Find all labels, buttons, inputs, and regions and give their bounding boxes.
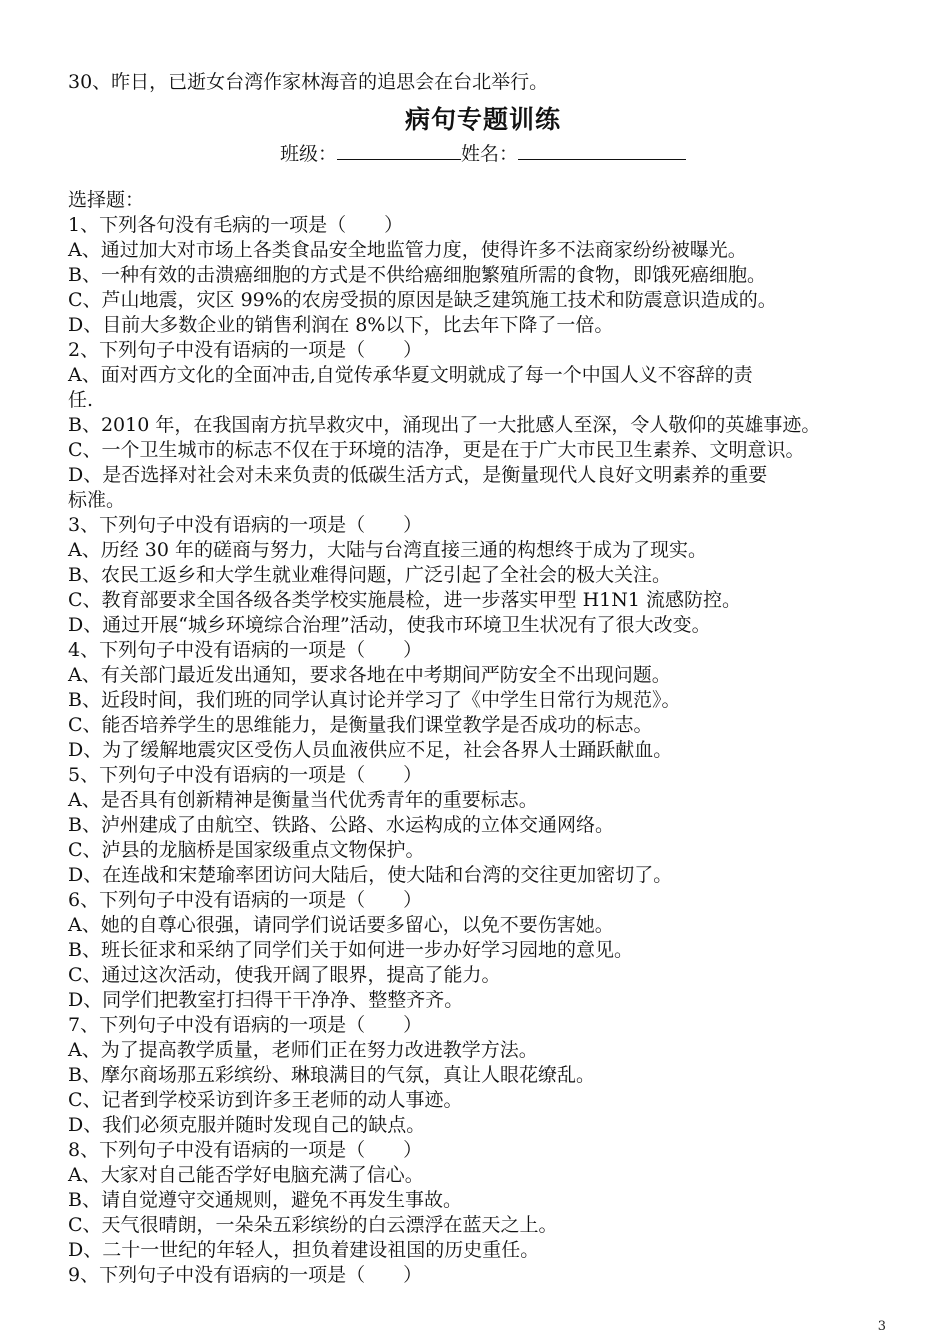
answer-option-line: B、班长征求和采纳了同学们关于如何进一步办好学习园地的意见。: [68, 939, 633, 961]
answer-option-line: B、泸州建成了由航空、铁路、公路、水运构成的立体交通网络。: [68, 814, 614, 836]
question-stem: 6、下列句子中没有语病的一项是（ ）: [68, 889, 423, 911]
answer-option-line: B、摩尔商场那五彩缤纷、琳琅满目的气氛，真让人眼花缭乱。: [68, 1064, 595, 1086]
answer-option-line: B、农民工返乡和大学生就业难得问题，广泛引起了全社会的极大关注。: [68, 564, 671, 586]
answer-option-line: D、同学们把教室打扫得干干净净、整整齐齐。: [68, 989, 464, 1011]
question-stem: 2、下列句子中没有语病的一项是（ ）: [68, 339, 423, 361]
answer-option-line: A、面对西方文化的全面冲击,自觉传承华夏文明就成了每一个中国人义不容辞的责: [68, 364, 753, 386]
answer-option-line: C、天气很晴朗，一朵朵五彩缤纷的白云漂浮在蓝天之上。: [68, 1214, 558, 1236]
answer-option-line: A、为了提高教学质量，老师们正在努力改进教学方法。: [68, 1039, 538, 1061]
page-title: 病句专题训练: [404, 105, 561, 134]
answer-option-line: C、通过这次活动，使我开阔了眼界，提高了能力。: [68, 964, 501, 986]
answer-option-line: B、一种有效的击溃癌细胞的方式是不供给癌细胞繁殖所需的食物，即饿死癌细胞。: [68, 264, 766, 286]
name-blank: [518, 139, 686, 160]
answer-option-line: C、一个卫生城市的标志不仅在于环境的洁净，更是在于广大市民卫生素养、文明意识。: [68, 439, 805, 461]
question-stem: 5、下列句子中没有语病的一项是（ ）: [68, 764, 423, 786]
answer-option-line: 标准。: [68, 489, 126, 511]
answer-option-line: D、为了缓解地震灾区受伤人员血液供应不足，社会各界人士踊跃献血。: [68, 739, 673, 761]
answer-option-line: D、目前大多数企业的销售利润在 8%以下，比去年下降了一倍。: [68, 314, 614, 336]
answer-option-line: A、历经 30 年的磋商与努力，大陆与台湾直接三通的构想终于成为了现实。: [68, 539, 707, 561]
answer-option-line: C、记者到学校采访到许多王老师的动人事迹。: [68, 1089, 463, 1111]
class-blank: [337, 139, 461, 160]
answer-option-line: C、能否培养学生的思维能力，是衡量我们课堂教学是否成功的标志。: [68, 714, 653, 736]
answer-option-line: D、是否选择对社会对未来负责的低碳生活方式，是衡量现代人良好文明素养的重要: [68, 464, 768, 486]
class-label: 班级：: [279, 143, 337, 165]
question-stem: 3、下列句子中没有语病的一项是（ ）: [68, 514, 423, 536]
answer-option-line: 任.: [68, 389, 94, 411]
question-stem: 7、下列句子中没有语病的一项是（ ）: [68, 1014, 423, 1036]
top-question-line: 30、昨日，已逝女台湾作家林海音的追思会在台北举行。: [68, 71, 549, 93]
question-list: [68, 213, 898, 1288]
answer-option-line: D、在连战和宋楚瑜率团访问大陆后，使大陆和台湾的交往更加密切了。: [68, 864, 673, 886]
answer-option-line: C、芦山地震，灾区 99%的农房受损的原因是缺乏建筑施工技术和防震意识造成的。: [68, 289, 777, 311]
answer-option-line: A、她的自尊心很强，请同学们说话要多留心，以免不要伤害她。: [68, 914, 614, 936]
answer-option-line: D、通过开展“城乡环境综合治理”活动，使我市环境卫生状况有了很大改变。: [68, 614, 711, 636]
question-stem: 8、下列句子中没有语病的一项是（ ）: [68, 1139, 423, 1161]
answer-option-line: C、泸县的龙脑桥是国家级重点文物保护。: [68, 839, 425, 861]
question-stem: 1、下列各句没有毛病的一项是（ ）: [68, 214, 404, 236]
answer-option-line: B、近段时间，我们班的同学认真讨论并学习了《中学生日常行为规范》。: [68, 689, 681, 711]
answer-option-line: D、二十一世纪的年轻人，担负着建设祖国的历史重任。: [68, 1239, 540, 1261]
name-label: 姓名：: [461, 143, 519, 165]
page-number: 3: [877, 1319, 886, 1334]
answer-option-line: A、大家对自己能否学好电脑充满了信心。: [68, 1164, 424, 1186]
answer-option-line: D、我们必须克服并随时发现自己的缺点。: [68, 1114, 426, 1136]
answer-option-line: A、通过加大对市场上各类食品安全地监管力度，使得许多不法商家纷纷被曝光。: [68, 239, 747, 261]
section-label: 选择题：: [68, 189, 145, 211]
student-info-row: [68, 139, 898, 168]
question-stem: 4、下列句子中没有语病的一项是（ ）: [68, 639, 423, 661]
answer-option-line: A、是否具有创新精神是衡量当代优秀青年的重要标志。: [68, 789, 538, 811]
question-stem: 9、下列句子中没有语病的一项是（ ）: [68, 1264, 423, 1286]
document-page: [68, 70, 898, 1288]
answer-option-line: C、教育部要求全国各级各类学校实施晨检，进一步落实甲型 H1N1 流感防控。: [68, 589, 741, 611]
answer-option-line: B、2010 年，在我国南方抗旱救灾中，涌现出了一大批感人至深，令人敬仰的英雄事迹。: [68, 414, 821, 436]
answer-option-line: B、请自觉遵守交通规则，避免不再发生事故。: [68, 1189, 462, 1211]
answer-option-line: A、有关部门最近发出通知，要求各地在中考期间严防安全不出现问题。: [68, 664, 671, 686]
